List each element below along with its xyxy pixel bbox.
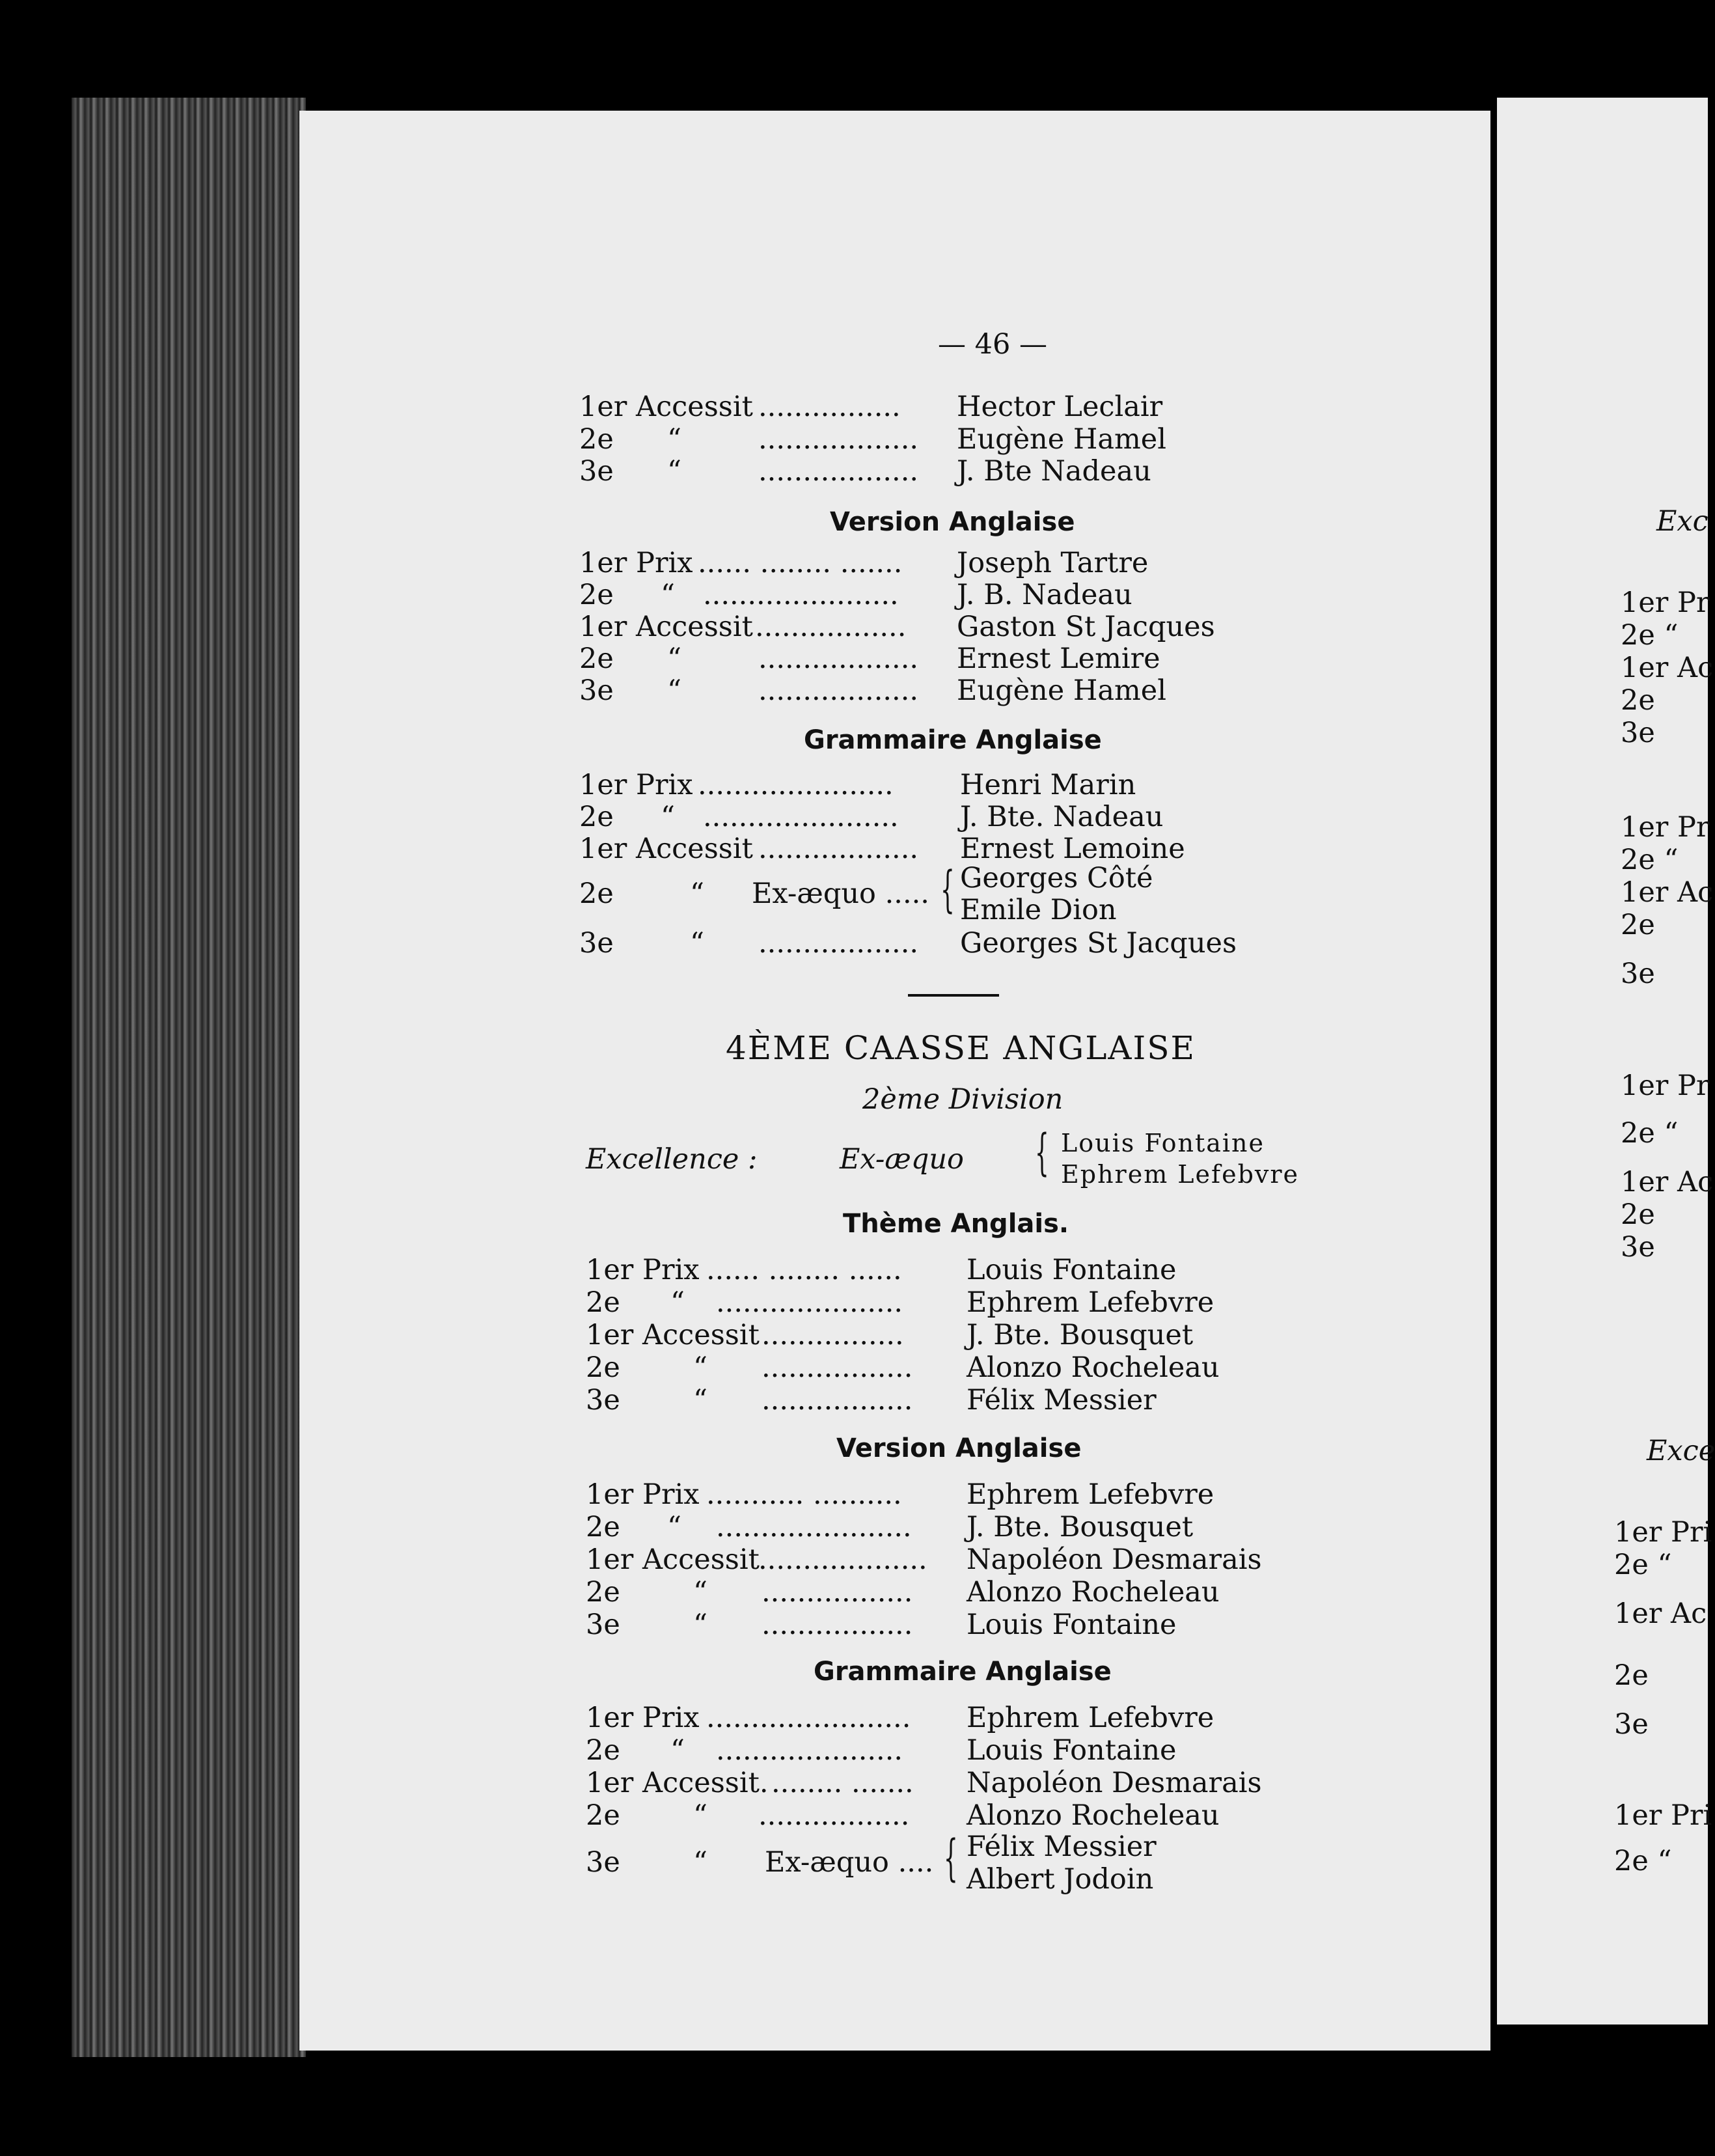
rank: 2e: [579, 643, 614, 675]
left-page: [299, 111, 1490, 2051]
ditto-mark: “: [667, 1511, 681, 1543]
right-page-fragment: [1497, 98, 1715, 2025]
ditto-mark: “: [690, 927, 704, 960]
rank: 1er Accessit.: [586, 1767, 769, 1799]
page-number: — 46 —: [937, 328, 1048, 361]
ditto-mark: “: [661, 579, 675, 611]
fragment-text: 1er Pri: [1614, 1516, 1712, 1549]
rank: 3e: [586, 1384, 620, 1417]
fragment-text: 2e: [1614, 1659, 1649, 1692]
fragment-text: 2e: [1621, 684, 1655, 717]
leader-dots: .................: [761, 1351, 913, 1384]
rank: 1er Prix: [586, 1478, 700, 1511]
winner-name: Georges Côté: [960, 862, 1153, 894]
ditto-mark: “: [667, 455, 681, 488]
winner-name: Félix Messier: [967, 1384, 1157, 1417]
leader-dots: ................: [761, 1319, 904, 1351]
ditto-mark: “: [690, 878, 704, 910]
winner-name: J. Bte. Bousquet: [967, 1319, 1194, 1351]
leader-dots: ........ .......: [771, 1767, 914, 1799]
rank: 1er Prix: [579, 547, 693, 579]
fragment-text: 3e: [1614, 1708, 1649, 1741]
winner-name: Louis Fontaine: [1061, 1129, 1265, 1157]
rank: 1er Accessit: [586, 1543, 760, 1576]
winner-name: Gaston St Jacques: [957, 611, 1215, 643]
ex-aequo-label: Ex-æquo .....: [752, 878, 929, 910]
winner-name: Henri Marin: [960, 769, 1136, 801]
rank: 2e: [586, 1286, 620, 1319]
excellence-label: Excellence :: [586, 1143, 758, 1176]
leader-dots: ..................: [758, 833, 919, 865]
winner-name: Georges St Jacques: [960, 927, 1237, 960]
leader-dots: ........... ..........: [706, 1478, 902, 1511]
winner-name: Napoléon Desmarais: [967, 1543, 1262, 1576]
fragment-text: 1er Pr: [1621, 811, 1710, 844]
winner-name: Louis Fontaine: [967, 1609, 1177, 1641]
leader-dots: .................: [761, 1609, 913, 1641]
leader-dots: ...... ........ .......: [698, 547, 903, 579]
winner-name: J. Bte Nadeau: [957, 455, 1151, 488]
winner-name: Ephrem Lefebvre: [1061, 1160, 1300, 1189]
leader-dots: .....................: [716, 1286, 903, 1319]
winner-name: Eugène Hamel: [957, 674, 1166, 707]
rank: 2e: [586, 1351, 620, 1384]
fragment-text: 2e: [1621, 1198, 1655, 1231]
winner-name: J. Bte. Bousquet: [967, 1511, 1194, 1543]
leader-dots: .....................: [716, 1734, 903, 1767]
winner-name: Alonzo Rocheleau: [967, 1351, 1220, 1384]
rank: 3e: [579, 674, 614, 707]
winner-name: Ephrem Lefebvre: [967, 1286, 1214, 1319]
ditto-mark: “: [661, 801, 675, 833]
ditto-mark: “: [667, 674, 681, 707]
ditto-mark: “: [693, 1576, 707, 1609]
leader-dots: .................: [758, 1799, 910, 1832]
rank: 2e: [579, 801, 614, 833]
rank: 1er Prix: [579, 769, 693, 801]
winner-name: Joseph Tartre: [957, 547, 1149, 579]
leader-dots: ................: [758, 391, 901, 423]
winner-name: Albert Jodoin: [967, 1863, 1154, 1896]
section-title: Grammaire Anglaise: [814, 1657, 1112, 1687]
section-divider: [908, 994, 999, 997]
winner-name: Ephrem Lefebvre: [967, 1702, 1214, 1734]
rank: 2e: [586, 1511, 620, 1543]
leader-dots: .......................: [706, 1702, 911, 1734]
fragment-text: 1er Ac: [1614, 1597, 1707, 1630]
leader-dots: ..................: [758, 643, 919, 675]
winner-name: Alonzo Rocheleau: [967, 1799, 1220, 1832]
class-title: 4ÈME CAASSE ANGLAISE: [726, 1029, 1196, 1067]
rank: 2e: [586, 1576, 620, 1609]
fragment-text: 2e “: [1614, 1549, 1672, 1581]
winner-name: Alonzo Rocheleau: [967, 1576, 1220, 1609]
winner-name: Félix Messier: [967, 1831, 1157, 1863]
winner-name: Napoléon Desmarais: [967, 1767, 1262, 1799]
rank: 1er Accessit: [579, 391, 753, 423]
leader-dots: ...... ........ ......: [706, 1254, 902, 1286]
winner-name: J. Bte. Nadeau: [960, 801, 1164, 833]
rank: 3e: [586, 1609, 620, 1641]
leader-dots: ......................: [703, 579, 899, 611]
ditto-mark: “: [670, 1734, 685, 1767]
ditto-mark: “: [693, 1846, 707, 1879]
winner-name: Ernest Lemoine: [960, 833, 1185, 865]
leader-dots: ..................: [758, 423, 919, 456]
fragment-text: 3e: [1621, 958, 1655, 990]
leader-dots: .................: [761, 1384, 913, 1417]
section-title: Version Anglaise: [830, 507, 1075, 537]
rank: 1er Prix: [586, 1254, 700, 1286]
fragment-text: 2e “: [1621, 619, 1679, 652]
page-edges: [72, 98, 306, 2057]
fragment-text: Exc: [1656, 505, 1708, 538]
fragment-text: 1er Ac: [1621, 876, 1714, 909]
winner-name: Ephrem Lefebvre: [967, 1478, 1214, 1511]
section-title: Grammaire Anglaise: [804, 725, 1102, 755]
fragment-text: 1er Pr: [1621, 1070, 1710, 1102]
leader-dots: ......................: [703, 801, 899, 833]
leader-dots: ..................: [758, 674, 919, 707]
fragment-text: 1er Pr: [1621, 587, 1710, 619]
ditto-mark: “: [667, 643, 681, 675]
winner-name: Ernest Lemire: [957, 643, 1160, 675]
rank: 1er Prix: [586, 1702, 700, 1734]
ex-aequo-label: Ex-æquo: [840, 1143, 964, 1176]
rank: 3e: [586, 1846, 620, 1879]
fragment-text: 3e: [1621, 717, 1655, 749]
division-label: 2ème Division: [862, 1083, 1063, 1116]
section-title: Thème Anglais.: [843, 1209, 1069, 1239]
rank: 2e: [579, 579, 614, 611]
winner-name: Emile Dion: [960, 894, 1117, 926]
leader-dots: ......................: [716, 1511, 912, 1543]
ditto-mark: “: [667, 423, 681, 456]
ditto-mark: “: [670, 1286, 685, 1319]
leader-dots: .................: [755, 611, 907, 643]
brace-icon: {: [944, 1829, 958, 1886]
rank: 2e: [586, 1734, 620, 1767]
brace-icon: {: [940, 860, 955, 918]
leader-dots: ..................: [758, 455, 919, 488]
winner-name: Eugène Hamel: [957, 423, 1166, 456]
section-title: Version Anglaise: [836, 1433, 1082, 1463]
rank: 1er Accessit: [579, 611, 753, 643]
fragment-text: 3e: [1621, 1231, 1655, 1264]
rank: 2e: [579, 423, 614, 456]
fragment-text: 1er Pri: [1614, 1799, 1712, 1832]
brace-icon: {: [1035, 1123, 1049, 1181]
ex-aequo-label: Ex-æquo ....: [765, 1846, 934, 1879]
ditto-mark: “: [693, 1609, 707, 1641]
winner-name: Hector Leclair: [957, 391, 1163, 423]
fragment-text: 1er Ac: [1621, 1166, 1714, 1198]
fragment-text: 2e: [1621, 909, 1655, 941]
fragment-text: 1er Ac: [1621, 652, 1714, 684]
winner-name: J. B. Nadeau: [957, 579, 1132, 611]
rank: 1er Accessit: [579, 833, 753, 865]
ditto-mark: “: [693, 1351, 707, 1384]
rank: 1er Accessit: [586, 1319, 760, 1351]
ditto-mark: “: [693, 1799, 707, 1832]
winner-name: Louis Fontaine: [967, 1734, 1177, 1767]
leader-dots: ..................: [758, 927, 919, 960]
fragment-text: 2e “: [1621, 1117, 1679, 1150]
rank: 2e: [586, 1799, 620, 1832]
ditto-mark: “: [693, 1384, 707, 1417]
fragment-text: 2e “: [1621, 844, 1679, 876]
fragment-text: 2e “: [1614, 1845, 1672, 1877]
fragment-text: Exce: [1647, 1435, 1715, 1467]
rank: 2e: [579, 878, 614, 910]
rank: 3e: [579, 455, 614, 488]
leader-dots: .................: [761, 1576, 913, 1609]
leader-dots: ...................: [758, 1543, 927, 1576]
rank: 3e: [579, 927, 614, 960]
winner-name: Louis Fontaine: [967, 1254, 1177, 1286]
leader-dots: ......................: [698, 769, 894, 801]
